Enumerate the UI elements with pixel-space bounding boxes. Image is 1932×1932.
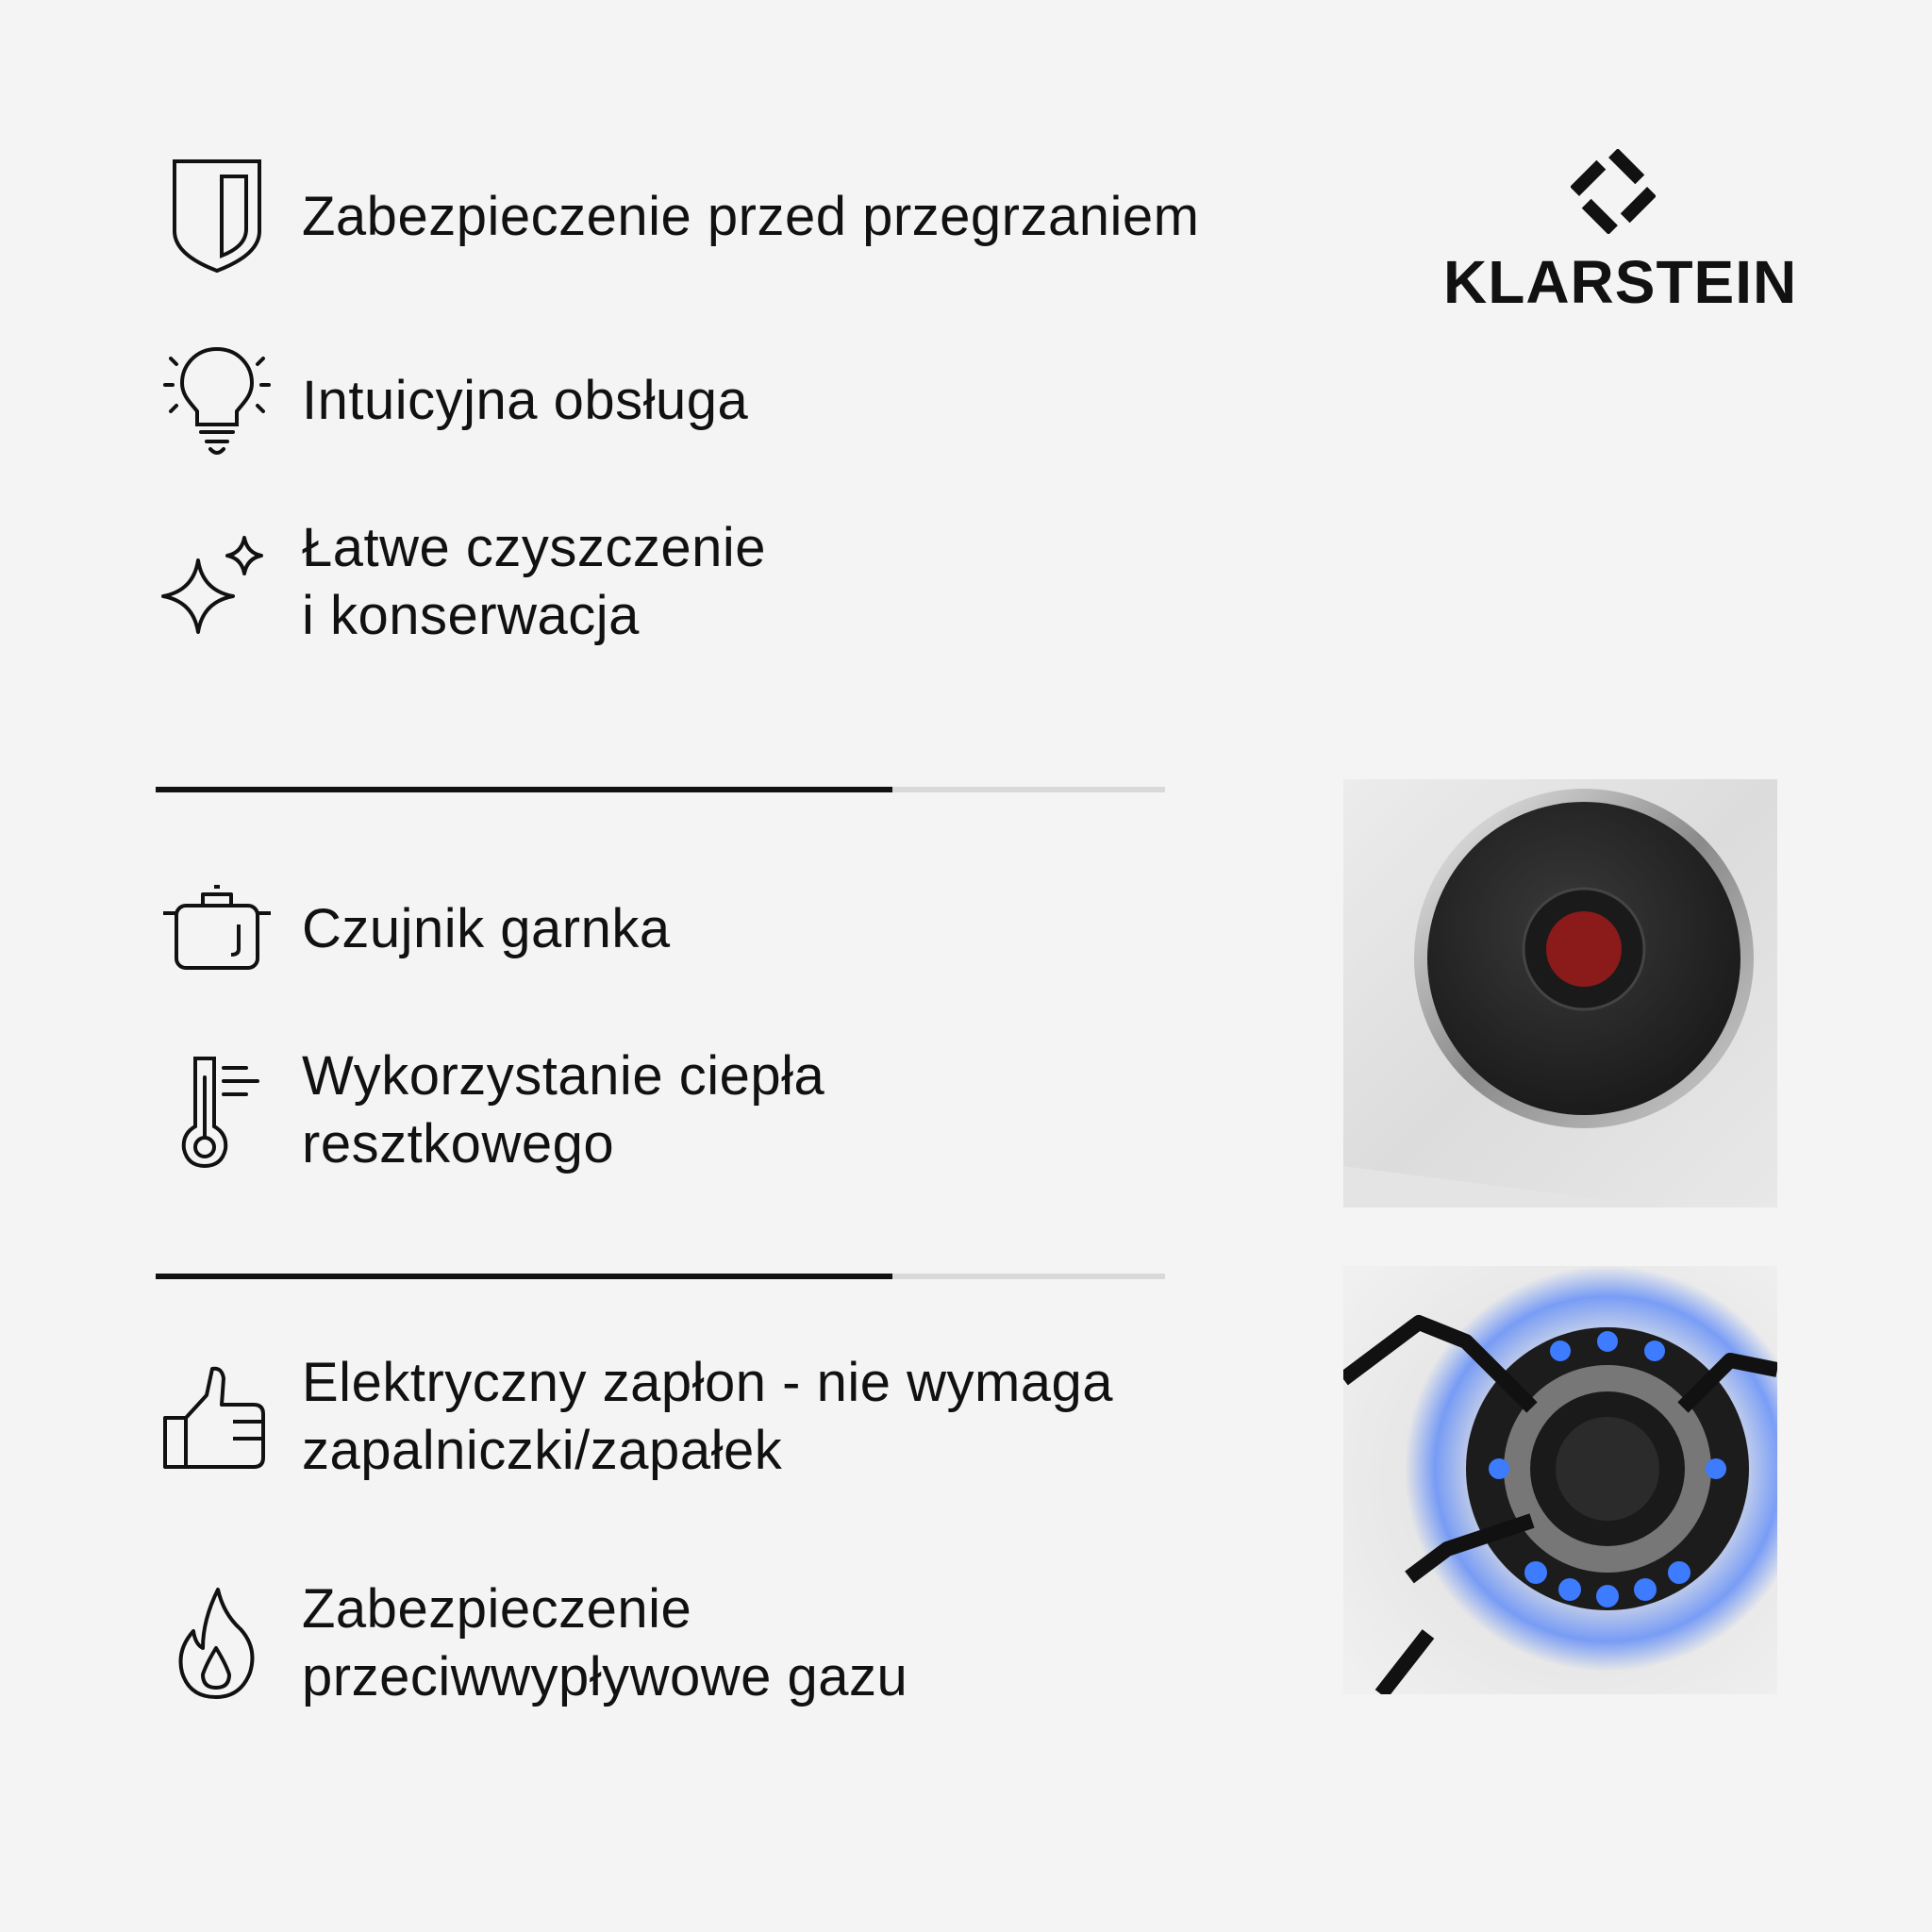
feature-residual-heat xyxy=(156,1042,824,1178)
brand-name: KLARSTEIN xyxy=(1443,248,1798,316)
feature-easy-cleaning xyxy=(156,514,766,650)
feature-label: Intuicyjna obsługa xyxy=(302,370,749,431)
feature-gas-leak-protection xyxy=(156,1575,908,1711)
feature-label: Elektryczny zapłon - nie wymaga zapalniczki/zapałek xyxy=(302,1352,1114,1481)
lightbulb-icon xyxy=(156,340,278,462)
klarstein-logo-mark-icon xyxy=(1571,149,1656,234)
brand-logo xyxy=(1443,149,1798,317)
feature-label: Łatwe czyszczenie i konserwacja xyxy=(302,517,767,646)
feature-pot-sensor xyxy=(156,868,671,991)
feature-electric-ignition xyxy=(156,1349,1113,1485)
shield-icon xyxy=(156,156,278,278)
feature-label: Zabezpieczenie przed przegrzaniem xyxy=(302,186,1200,247)
flame-icon xyxy=(156,1582,278,1705)
pot-icon xyxy=(156,868,278,991)
divider-progress-fill xyxy=(156,787,892,792)
feature-intuitive-operation xyxy=(156,340,748,462)
feature-label: Zabezpieczenie przeciwwypływowe gazu xyxy=(302,1578,908,1707)
thumbs-up-icon xyxy=(156,1356,278,1478)
thermometer-icon xyxy=(156,1049,278,1172)
divider-progress-fill xyxy=(156,1274,892,1279)
gas-burner-image xyxy=(1343,1266,1777,1694)
sparkle-icon xyxy=(156,521,278,643)
section-divider-gas xyxy=(156,1274,1165,1279)
feature-label: Wykorzystanie ciepła resztkowego xyxy=(302,1045,825,1174)
feature-overheat-protection xyxy=(156,156,1199,278)
section-divider-electric xyxy=(156,787,1165,792)
feature-label: Czujnik garnka xyxy=(302,898,671,959)
electric-hotplate-image xyxy=(1343,779,1777,1208)
